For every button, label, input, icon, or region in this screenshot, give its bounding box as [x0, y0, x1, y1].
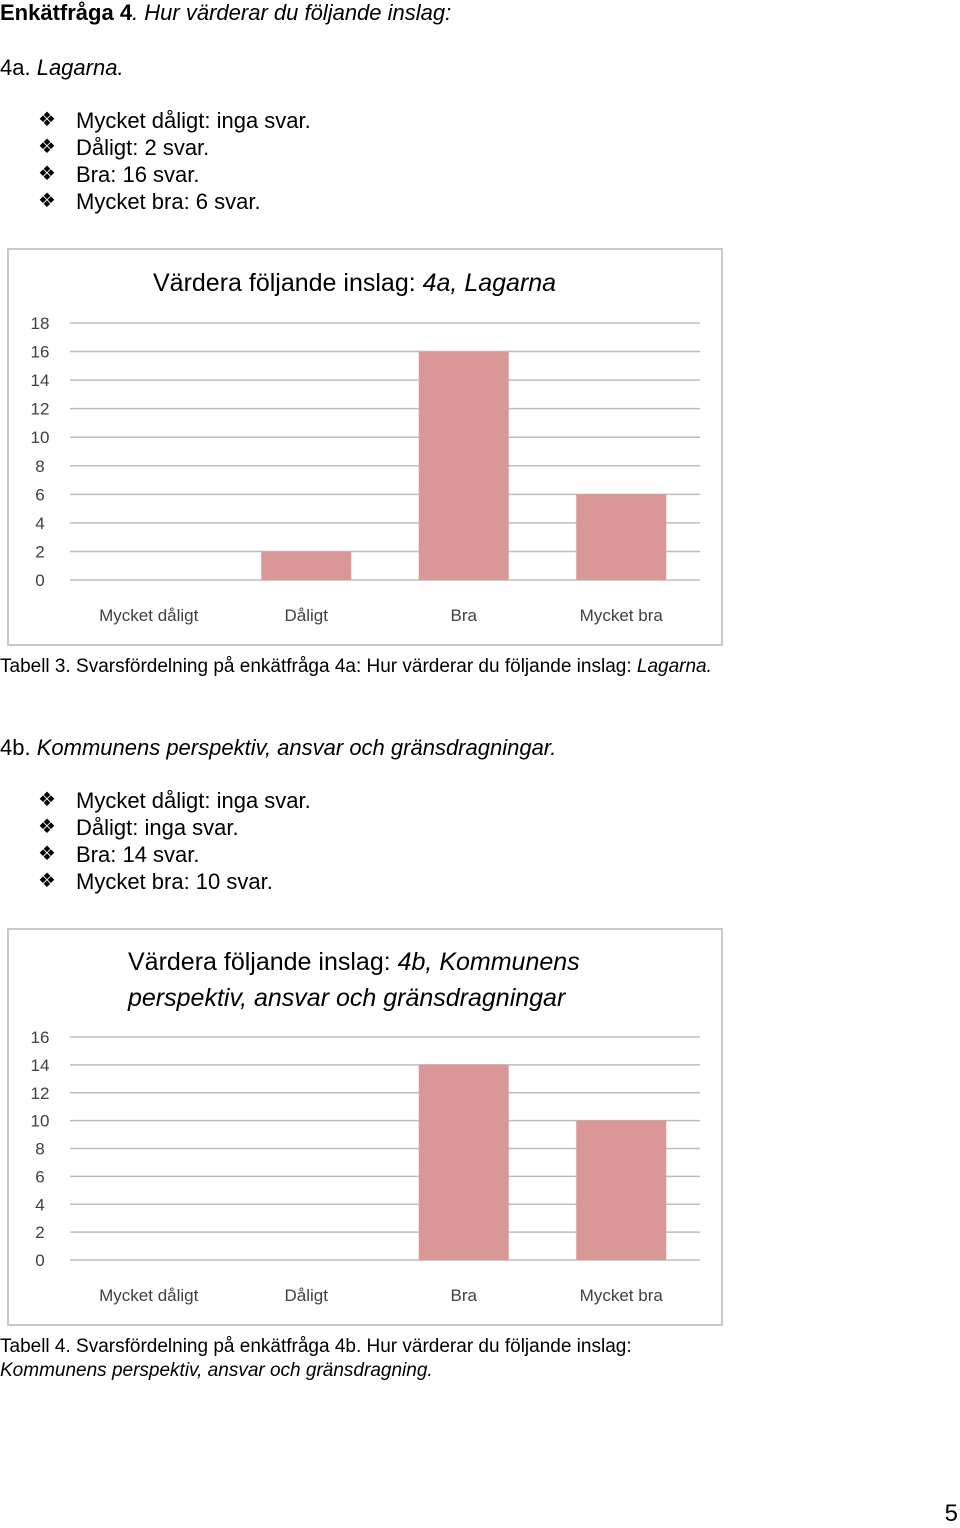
x-category-label: Dåligt [284, 1286, 328, 1305]
bullet-text: Mycket dåligt: inga svar. [76, 108, 311, 133]
chart-4a-caption-plain: Tabell 3. Svarsfördelning på enkätfråga 4a: Hur värderar du följande inslag: [0, 656, 637, 677]
diamond-bullet-icon: ❖ [38, 136, 56, 158]
chart-4b-caption-plain: Tabell 4. Svarsfördelning på enkätfråga 4b. Hur värderar du följande inslag: [0, 1336, 632, 1357]
x-category-label: Dåligt [284, 606, 328, 625]
chart-4a-title-italic: 4a, Lagarna [422, 269, 557, 297]
question-heading-text: . Hur värderar du följande inslag: [132, 0, 452, 25]
chart-4b-title-plain: Värdera följande inslag: [128, 948, 398, 976]
x-category-label: Mycket dåligt [99, 1286, 199, 1305]
bar [576, 1121, 666, 1260]
chart-4a-title-plain: Värdera följande inslag: [153, 269, 423, 297]
diamond-bullet-icon: ❖ [38, 870, 56, 892]
section-4b-name: Kommunens perspektiv, ansvar och gränsdragningar. [36, 735, 557, 760]
y-tick-label: 2 [35, 542, 45, 562]
y-tick-label: 8 [35, 1139, 45, 1159]
bullet-text: Mycket bra: 10 svar. [76, 869, 273, 894]
bullet-text: Bra: 14 svar. [76, 842, 200, 867]
y-tick-label: 6 [35, 1167, 45, 1187]
y-tick-label: 12 [30, 399, 50, 419]
diamond-bullet-icon: ❖ [38, 843, 56, 865]
chart-4a-caption-italic: Lagarna. [636, 656, 712, 677]
x-category-label: Bra [450, 1286, 477, 1305]
section-4a-prefix: 4a. [0, 55, 37, 80]
diamond-bullet-icon: ❖ [38, 816, 56, 838]
question-heading-number: Enkätfråga 4 [0, 0, 133, 25]
diamond-bullet-icon: ❖ [38, 109, 56, 131]
x-category-label: Mycket dåligt [99, 606, 199, 625]
y-tick-label: 18 [30, 314, 50, 333]
chart-4b-caption [0, 1335, 632, 1383]
x-category-label: Mycket bra [579, 1286, 663, 1305]
y-tick-label: 14 [30, 371, 50, 391]
bullet-text: Dåligt: inga svar. [76, 815, 239, 840]
x-category-label: Mycket bra [579, 606, 663, 625]
y-tick-label: 0 [35, 1251, 45, 1270]
section-4b-prefix: 4b. [0, 735, 37, 760]
y-tick-label: 8 [35, 456, 45, 476]
y-tick-label: 2 [35, 1223, 45, 1243]
bullet-text: Mycket bra: 6 svar. [76, 189, 261, 214]
x-category-label: Bra [450, 606, 477, 625]
y-tick-label: 6 [35, 485, 45, 505]
y-tick-label: 10 [30, 1111, 50, 1131]
y-tick-label: 14 [30, 1055, 50, 1075]
bullet-text: Mycket dåligt: inga svar. [76, 788, 311, 813]
y-tick-label: 12 [30, 1083, 50, 1103]
diamond-bullet-icon: ❖ [38, 190, 56, 212]
diamond-bullet-icon: ❖ [38, 163, 56, 185]
bar [419, 1065, 509, 1260]
diamond-bullet-icon: ❖ [38, 789, 56, 811]
y-tick-label: 4 [35, 513, 45, 533]
page-number: 5 [944, 1500, 958, 1527]
chart-4b-title-italic-1: 4b, Kommunens [397, 948, 580, 976]
bullet-text: Dåligt: 2 svar. [76, 135, 210, 160]
y-tick-label: 16 [30, 342, 50, 362]
bullet-text: Bra: 16 svar. [76, 162, 200, 187]
y-tick-label: 10 [30, 428, 50, 448]
chart-4b-caption-italic: Kommunens perspektiv, ansvar och gränsdragning. [0, 1360, 433, 1381]
y-tick-label: 0 [35, 571, 45, 590]
chart-4b-title-italic-2: perspektiv, ansvar och gränsdragningar [128, 984, 566, 1012]
section-4a-name: Lagarna. [36, 55, 124, 80]
y-tick-label: 4 [35, 1195, 45, 1215]
y-tick-label: 16 [30, 1028, 50, 1047]
